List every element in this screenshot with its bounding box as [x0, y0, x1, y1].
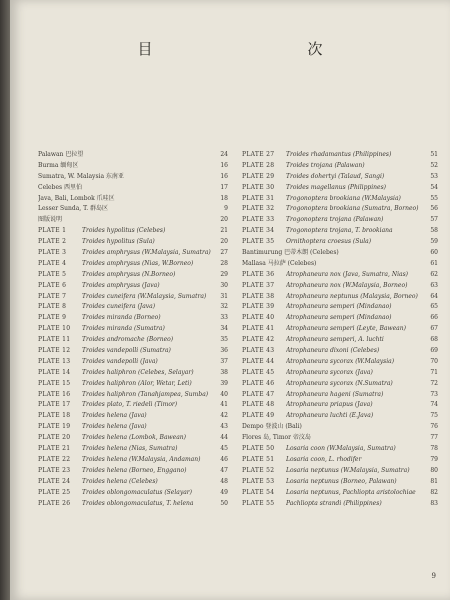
- toc-entry-page: 72: [430, 379, 438, 387]
- toc-entry: [38, 379, 228, 390]
- toc-entry: [38, 455, 228, 466]
- toc-entry-text: Troides amphrysus (W.Malaysia, Sumatra): [82, 249, 211, 257]
- toc-entry-page: 58: [430, 227, 438, 235]
- toc-entry-page: 29: [220, 270, 228, 278]
- toc-entry-page: 44: [220, 434, 228, 442]
- toc-entry-page: 60: [430, 249, 438, 257]
- toc-entry: [242, 248, 438, 259]
- toc-entry-page: 49: [220, 488, 228, 496]
- toc-entry-page: 18: [220, 194, 228, 202]
- toc-entry: [242, 466, 438, 477]
- toc-entry: [38, 488, 228, 499]
- toc-entry-label: PLATE 32: [242, 205, 275, 213]
- toc-entry: [242, 302, 438, 313]
- toc-entry-label: PLATE 15: [38, 379, 71, 387]
- toc-entry-text: Lesser Sunda, T. 群岛区: [38, 205, 109, 213]
- toc-entry-page: 55: [430, 194, 438, 202]
- toc-entry: [38, 215, 228, 226]
- toc-entry-label: PLATE 44: [242, 357, 275, 365]
- toc-entry-text: Palawan 巴拉望: [38, 151, 84, 158]
- toc-entry-label: PLATE 8: [38, 303, 67, 311]
- toc-entry-text: Flores 岛, Timor 帝汶岛: [242, 434, 311, 442]
- toc-entry-page: 80: [430, 466, 438, 474]
- toc-entry-label: PLATE 46: [242, 379, 275, 387]
- toc-entry-text: Dempo 登波山 (Bali): [242, 423, 302, 431]
- toc-entry-page: 39: [220, 379, 228, 387]
- toc-entry-text: Troides oblongomaculatus, T. helena: [82, 499, 194, 507]
- toc-entry-text: Atrophaneura dixoni (Celebes): [286, 347, 380, 355]
- toc-entry-label: PLATE 51: [242, 455, 275, 463]
- toc-entry-text: Pachliopta strandi (Philippines): [286, 499, 382, 507]
- toc-entry-label: PLATE 17: [38, 401, 71, 409]
- toc-entry: [38, 150, 228, 161]
- toc-entry-page: 42: [220, 412, 228, 420]
- toc-entry-text: Atrophaneura priapus (Java): [286, 401, 373, 409]
- toc-entry-label: PLATE 35: [242, 238, 275, 246]
- toc-entry-label: PLATE 45: [242, 368, 275, 376]
- toc-entry: [242, 183, 438, 194]
- toc-entry-text: Atrophaneura semperi (Mindanao): [286, 314, 392, 322]
- toc-entry-text: Troides helena (Borneo, Enggano): [82, 466, 187, 474]
- toc-entry-text: Atrophaneura nox (W.Malaysia, Borneo): [286, 281, 408, 289]
- toc-entry-text: Trogonoptera trojana, T. brookiana: [286, 227, 393, 235]
- toc-entry: [242, 226, 438, 237]
- toc-entry: [38, 422, 228, 433]
- toc-entry-text: Losaria neptunus, Pachliopta aristolochiae: [286, 488, 416, 496]
- toc-entry-text: Troides magellanus (Philippines): [286, 183, 387, 191]
- toc-entry-text: Trogonoptera brookiana (Sumatra, Borneo): [286, 205, 419, 213]
- toc-entry-text: Troides plato, T. riedeli (Timor): [82, 401, 178, 409]
- toc-entry: [242, 270, 438, 281]
- toc-entry: [242, 379, 438, 390]
- toc-entry-page: 82: [430, 488, 438, 496]
- toc-entry: [242, 390, 438, 401]
- toc-entry-text: Losaria neptunus (W.Malaysia, Sumatra): [286, 466, 410, 474]
- toc-entry-page: 30: [220, 281, 228, 289]
- toc-entry-text: Atrophaneura semperi (Leyte, Bawean): [286, 325, 406, 333]
- toc-entry: [242, 444, 438, 455]
- toc-entry-text: Troides andromache (Borneo): [82, 336, 174, 344]
- toc-entry: [38, 400, 228, 411]
- toc-entry-label: PLATE 50: [242, 445, 275, 453]
- toc-entry-label: PLATE 26: [38, 499, 71, 507]
- toc-entry-page: 38: [220, 368, 228, 376]
- toc-entry: [242, 172, 438, 183]
- toc-entry-page: 79: [430, 455, 438, 463]
- toc-entry-label: PLATE 52: [242, 466, 275, 474]
- toc-entry-label: PLATE 38: [242, 292, 275, 300]
- toc-entry-page: 71: [430, 368, 438, 376]
- toc-entry: [242, 488, 438, 499]
- toc-entry: [38, 433, 228, 444]
- toc-entry-page: 20: [220, 216, 228, 224]
- toc-entry-label: PLATE 23: [38, 466, 71, 474]
- toc-entry-page: 83: [430, 499, 438, 507]
- toc-entry-label: PLATE 2: [38, 238, 67, 246]
- toc-entry-page: 27: [220, 249, 228, 257]
- toc-entry: [242, 357, 438, 368]
- toc-right-column: [242, 150, 438, 509]
- toc-entry-text: Trogonoptera brookiana (W.Malaysia): [286, 194, 401, 202]
- toc-entry: [242, 313, 438, 324]
- toc-entry-label: PLATE 13: [38, 357, 71, 365]
- toc-entry-text: Troides haliphron (Alor, Wetar, Leti): [82, 379, 192, 387]
- toc-entry-text: Atrophaneura sycorax (W.Malaysia): [286, 357, 395, 365]
- toc-entry-text: Atrophaneura sycorax (Java): [286, 368, 373, 376]
- toc-entry-label: PLATE 6: [38, 281, 67, 289]
- toc-entry-text: Troides trojana (Palawan): [286, 161, 365, 169]
- toc-entry-page: 16: [220, 172, 228, 180]
- page-title: 目 次: [137, 40, 393, 58]
- toc-entry-label: PLATE 29: [242, 172, 275, 180]
- toc-entry-page: 63: [430, 281, 438, 289]
- toc-entry-text: Troides hypolitus (Sula): [82, 238, 155, 246]
- toc-entry-label: PLATE 41: [242, 325, 275, 333]
- toc-entry-page: 53: [430, 172, 438, 180]
- toc-entry: [38, 335, 228, 346]
- toc-entry-page: 68: [430, 336, 438, 344]
- toc-entry-label: PLATE 9: [38, 314, 67, 322]
- toc-entry: [242, 400, 438, 411]
- toc-entry: [38, 183, 228, 194]
- toc-entry: [242, 237, 438, 248]
- toc-entry-text: Mallasa 马拉萨 (Celebes): [242, 259, 317, 267]
- toc-entry-page: 21: [220, 227, 228, 235]
- toc-entry-page: 17: [220, 183, 228, 191]
- toc-entry-text: Burma 缅甸区: [38, 161, 79, 169]
- toc-entry-text: Troides miranda (Borneo): [82, 314, 161, 322]
- toc-entry: [242, 161, 438, 172]
- toc-entry: [38, 346, 228, 357]
- toc-entry-text: Troides amphrysus (Java): [82, 281, 160, 289]
- toc-entry-page: 36: [220, 347, 228, 355]
- toc-entry-page: 35: [220, 336, 228, 344]
- toc-entry-label: PLATE 31: [242, 194, 275, 202]
- toc-entry: [242, 433, 438, 444]
- toc-entry-label: PLATE 33: [242, 216, 275, 224]
- toc-entry-text: Losaria coon (W.Malaysia, Sumatra): [286, 445, 396, 453]
- toc-entry: [38, 292, 228, 303]
- toc-entry-page: 9: [224, 205, 228, 213]
- toc-entry-text: Sumatra, W. Malaysia 东南亚: [38, 172, 124, 180]
- toc-entry-text: Troides helena (Java): [82, 423, 147, 431]
- toc-entry-label: PLATE 10: [38, 325, 71, 333]
- toc-entry-label: PLATE 24: [38, 477, 71, 485]
- toc-entry: [38, 444, 228, 455]
- toc-entry: [242, 324, 438, 335]
- toc-entry-text: Troides amphrysus (Nias, W.Borneo): [82, 259, 194, 267]
- toc-entry-page: 67: [430, 325, 438, 333]
- book-binding: [0, 0, 10, 600]
- toc-entry-text: Troides cuneifera (W.Malaysia, Sumatra): [82, 292, 207, 300]
- toc-entry-page: 33: [220, 314, 228, 322]
- toc-entry: [38, 466, 228, 477]
- toc-entry: [38, 357, 228, 368]
- toc-entry-text: Troides helena (Java): [82, 412, 147, 420]
- toc-entry-page: 41: [220, 401, 228, 409]
- toc-entry-page: 65: [430, 303, 438, 311]
- toc-entry-page: 16: [220, 161, 228, 169]
- toc-entry-text: Atrophaneura semperi, A. luchti: [286, 336, 384, 344]
- toc-entry: [38, 499, 228, 510]
- toc-entry-label: PLATE 36: [242, 270, 275, 278]
- toc-entry-page: 75: [430, 412, 438, 420]
- toc-entry-label: PLATE 3: [38, 249, 67, 257]
- toc-entry-page: 51: [430, 151, 438, 158]
- toc-entry: [242, 411, 438, 422]
- toc-entry: [38, 270, 228, 281]
- toc-entry-page: 57: [430, 216, 438, 224]
- book-page: [10, 0, 450, 600]
- toc-entry: [38, 226, 228, 237]
- toc-entry: [242, 477, 438, 488]
- toc-entry-label: PLATE 11: [38, 336, 71, 344]
- toc-entry: [242, 346, 438, 357]
- toc-entry-text: 图版说明: [38, 216, 63, 224]
- toc-entry: [38, 281, 228, 292]
- toc-entry: [242, 335, 438, 346]
- toc-entry-text: Troides dohertyi (Talaud, Sangi): [286, 172, 385, 180]
- toc-entry-label: PLATE 53: [242, 477, 275, 485]
- toc-entry-label: PLATE 55: [242, 499, 275, 507]
- toc-entry-label: PLATE 19: [38, 423, 71, 431]
- toc-entry-text: Losaria coon, L. rhodifer: [286, 455, 362, 463]
- toc-entry: [38, 172, 228, 183]
- toc-entry-page: 43: [220, 423, 228, 431]
- toc-entry-text: Troides haliphron (Celebes, Selayar): [82, 368, 194, 376]
- toc-entry: [38, 259, 228, 270]
- toc-entry-text: Troides haliphron (Tanahjampea, Sumba): [82, 390, 209, 398]
- toc-entry-label: PLATE 5: [38, 270, 67, 278]
- toc-entry-page: 74: [430, 401, 438, 409]
- toc-entry: [38, 411, 228, 422]
- toc-entry-text: Java, Bali, Lombok 爪哇区: [38, 194, 115, 202]
- toc-entry-page: 70: [430, 357, 438, 365]
- toc-entry-page: 34: [220, 325, 228, 333]
- toc-entry-page: 52: [430, 161, 438, 169]
- toc-entry-page: 56: [430, 205, 438, 213]
- toc-entry: [38, 477, 228, 488]
- toc-entry-label: PLATE 14: [38, 368, 71, 376]
- toc-entry-page: 32: [220, 303, 228, 311]
- toc-entry: [242, 281, 438, 292]
- toc-entry-page: 54: [430, 183, 438, 191]
- toc-entry: [242, 422, 438, 433]
- toc-entry: [38, 161, 228, 172]
- toc-entry: [38, 237, 228, 248]
- toc-entry-text: Troides vandepolli (Sumatra): [82, 347, 171, 355]
- toc-entry-text: Ornithoptera croesus (Sula): [286, 238, 372, 246]
- toc-entry: [38, 194, 228, 205]
- toc-entry-label: PLATE 25: [38, 488, 71, 496]
- toc-entry-page: 76: [430, 423, 438, 431]
- toc-entry-label: PLATE 47: [242, 390, 275, 398]
- toc-entry: [242, 368, 438, 379]
- toc-entry: [38, 302, 228, 313]
- toc-entry-label: PLATE 4: [38, 259, 67, 267]
- toc-entry-label: PLATE 12: [38, 347, 71, 355]
- toc-entry-label: PLATE 30: [242, 183, 275, 191]
- toc-entry: [38, 204, 228, 215]
- toc-entry-label: PLATE 21: [38, 445, 71, 453]
- toc-entry-text: Troides helena (Nias, Sumatra): [82, 445, 178, 453]
- toc-entry-page: 24: [220, 151, 228, 158]
- toc-entry-page: 69: [430, 347, 438, 355]
- toc-entry-page: 73: [430, 390, 438, 398]
- toc-entry-label: PLATE 49: [242, 412, 275, 420]
- toc-entry-page: 31: [220, 292, 228, 300]
- toc-entry-label: PLATE 34: [242, 227, 275, 235]
- toc-entry-text: Troides helena (W.Malaysia, Andaman): [82, 455, 201, 463]
- toc-entry: [38, 390, 228, 401]
- toc-entry-label: PLATE 18: [38, 412, 71, 420]
- toc-entry: [242, 292, 438, 303]
- toc-entry-text: Troides helena (Lombok, Bawean): [82, 434, 186, 442]
- toc-entry-page: 47: [220, 466, 228, 474]
- toc-entry-page: 61: [430, 259, 438, 267]
- toc-entry-text: Atrophaneura sycorax (N.Sumatra): [286, 379, 393, 387]
- toc-entry-page: 28: [220, 259, 228, 267]
- toc-entry-label: PLATE 43: [242, 347, 275, 355]
- toc-entry-text: Celebes 西里伯: [38, 183, 82, 191]
- toc-entry: [38, 324, 228, 335]
- toc-entry-label: PLATE 27: [242, 151, 275, 158]
- toc-entry-page: 62: [430, 270, 438, 278]
- toc-entry-page: 66: [430, 314, 438, 322]
- toc-entry-label: PLATE 42: [242, 336, 275, 344]
- toc-left-column: [38, 150, 228, 509]
- toc-entry-label: PLATE 48: [242, 401, 275, 409]
- toc-entry-label: PLATE 16: [38, 390, 71, 398]
- toc-entry-text: Atrophaneura hageni (Sumatra): [286, 390, 384, 398]
- toc-entry-page: 37: [220, 357, 228, 365]
- toc-entry-text: Trogonoptera trojana (Palawan): [286, 216, 384, 224]
- toc-entry: [38, 248, 228, 259]
- toc-entry-page: 45: [220, 445, 228, 453]
- toc-entry-text: Atrophaneura neptunus (Malaysia, Borneo): [286, 292, 418, 300]
- toc-entry-text: Atrophaneura semperi (Mindanao): [286, 303, 392, 311]
- toc-entry-page: 46: [220, 455, 228, 463]
- toc-entry: [242, 215, 438, 226]
- toc-entry-text: Troides cuneifera (Java): [82, 303, 156, 311]
- toc-entry: [242, 194, 438, 205]
- toc-entry-page: 40: [220, 390, 228, 398]
- toc-entry-page: 48: [220, 477, 228, 485]
- toc-entry-text: Atrophaneura luchti (E.Java): [286, 412, 374, 420]
- toc-entry-text: Bantimurung 巴蒂木朗 (Celebes): [242, 249, 339, 257]
- toc-entry-label: PLATE 20: [38, 434, 71, 442]
- toc-entry-page: 59: [430, 238, 438, 246]
- toc-entry-text: Troides rhadamantus (Philippines): [286, 151, 392, 158]
- toc-entry-label: PLATE 7: [38, 292, 67, 300]
- toc-entry-text: Troides vandepolli (Java): [82, 357, 158, 365]
- toc-entry-text: Troides amphrysus (N.Borneo): [82, 270, 176, 278]
- toc-entry-label: PLATE 22: [38, 455, 71, 463]
- toc-entry-label: PLATE 28: [242, 161, 275, 169]
- toc-entry: [242, 455, 438, 466]
- toc-entry-page: 78: [430, 445, 438, 453]
- toc-entry-label: PLATE 39: [242, 303, 275, 311]
- toc-entry: [242, 204, 438, 215]
- toc-entry: [242, 259, 438, 270]
- toc-entry-text: Troides helena (Celebes): [82, 477, 158, 485]
- toc-entry: [38, 368, 228, 379]
- toc-entry-page: 81: [430, 477, 438, 485]
- toc-entry-label: PLATE 37: [242, 281, 275, 289]
- toc-entry-page: 20: [220, 238, 228, 246]
- page-number: 9: [431, 572, 436, 580]
- toc-entry: [242, 150, 438, 161]
- toc-entry-label: PLATE 1: [38, 227, 67, 235]
- toc-entry: [242, 499, 438, 510]
- toc-entry-label: PLATE 40: [242, 314, 275, 322]
- toc-entry-text: Troides oblongomaculatus (Selayar): [82, 488, 193, 496]
- toc-entry-text: Losaria neptunus (Borneo, Palawan): [286, 477, 397, 485]
- toc-entry-label: PLATE 54: [242, 488, 275, 496]
- toc-entry-page: 50: [220, 499, 228, 507]
- toc-entry: [38, 313, 228, 324]
- toc-entry-text: Troides miranda (Sumatra): [82, 325, 165, 333]
- toc-entry-text: Troides hypolitus (Celebes): [82, 227, 166, 235]
- toc-entry-text: Atrophaneura nox (Java, Sumatra, Nias): [286, 270, 408, 278]
- toc-entry-page: 64: [430, 292, 438, 300]
- toc-entry-page: 77: [430, 434, 438, 442]
